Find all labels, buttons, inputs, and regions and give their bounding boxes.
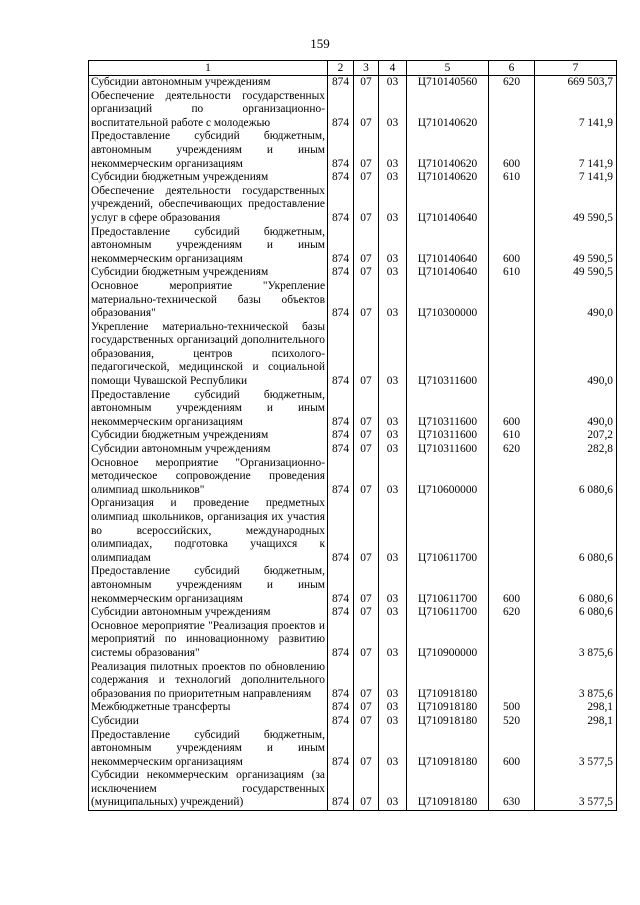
- row-target-code: Ц710311600: [407, 321, 489, 389]
- table-row: [89, 715, 617, 729]
- row-target-code: Ц710140640: [407, 266, 489, 280]
- table-row: [89, 729, 617, 770]
- row-target-code: Ц710918180: [407, 729, 489, 770]
- row-amount: 3 875,6: [535, 620, 617, 661]
- table-header: [89, 61, 617, 76]
- row-expense-type-code: 610: [489, 171, 535, 185]
- row-amount: 490,0: [535, 389, 617, 430]
- row-subsection-code: 03: [379, 185, 407, 226]
- row-section-code: 07: [354, 661, 379, 702]
- row-ministry-code: 874: [328, 701, 354, 715]
- row-expense-type-code: 600: [489, 729, 535, 770]
- header-col-2: 2: [328, 61, 354, 76]
- row-ministry-code: 874: [328, 130, 354, 171]
- row-expense-type-code: 610: [489, 429, 535, 443]
- row-expense-type-code: 630: [489, 769, 535, 810]
- row-section-code: 07: [354, 130, 379, 171]
- header-col-7: 7: [535, 61, 617, 76]
- row-expense-type-code: [489, 497, 535, 565]
- row-expense-type-code: 600: [489, 565, 535, 606]
- row-expense-type-code: [489, 321, 535, 389]
- row-amount: 7 141,9: [535, 130, 617, 171]
- row-ministry-code: 874: [328, 729, 354, 770]
- row-subsection-code: 03: [379, 130, 407, 171]
- row-ministry-code: 874: [328, 715, 354, 729]
- row-target-code: Ц710311600: [407, 443, 489, 457]
- table-row: [89, 701, 617, 715]
- row-ministry-code: 874: [328, 565, 354, 606]
- row-amount: 7 141,9: [535, 171, 617, 185]
- row-section-code: 07: [354, 729, 379, 770]
- row-name: Предоставление субсидий бюджетным, автономным учреждениям и иным некоммерческим организациям: [89, 130, 328, 171]
- row-name: Обеспечение деятельности государственных организаций по организационно-воспитательной работе с молодежью: [89, 90, 328, 131]
- row-ministry-code: 874: [328, 90, 354, 131]
- row-target-code: Ц710140560: [407, 76, 489, 90]
- row-subsection-code: 03: [379, 729, 407, 770]
- row-target-code: Ц710140640: [407, 185, 489, 226]
- row-name: Предоставление субсидий бюджетным, автономным учреждениям и иным некоммерческим организациям: [89, 729, 328, 770]
- table-row: [89, 620, 617, 661]
- row-expense-type-code: 600: [489, 389, 535, 430]
- row-name: Субсидии некоммерческим организациям (за исключением государственных (муниципальных) учреждений): [89, 769, 328, 810]
- table-row: [89, 171, 617, 185]
- row-section-code: 07: [354, 266, 379, 280]
- table-row: [89, 389, 617, 430]
- header-col-5: 5: [407, 61, 489, 76]
- row-amount: 3 875,6: [535, 661, 617, 702]
- row-ministry-code: 874: [328, 429, 354, 443]
- row-expense-type-code: 600: [489, 130, 535, 171]
- row-target-code: Ц710918180: [407, 701, 489, 715]
- row-amount: 490,0: [535, 321, 617, 389]
- row-name: Реализация пилотных проектов по обновлению содержания и технологий дополнительного образования по приоритетным направлениям: [89, 661, 328, 702]
- row-subsection-code: 03: [379, 266, 407, 280]
- row-ministry-code: 874: [328, 457, 354, 498]
- row-amount: 298,1: [535, 701, 617, 715]
- row-amount: 7 141,9: [535, 90, 617, 131]
- row-subsection-code: 03: [379, 715, 407, 729]
- row-section-code: 07: [354, 457, 379, 498]
- row-target-code: Ц710311600: [407, 389, 489, 430]
- row-expense-type-code: 620: [489, 76, 535, 90]
- row-name: Обеспечение деятельности государственных учреждений, обеспечивающих предоставление услуг в сфере образования: [89, 185, 328, 226]
- table-row: [89, 76, 617, 90]
- row-subsection-code: 03: [379, 620, 407, 661]
- row-name: Основное мероприятие "Реализация проектов и мероприятий по инновационному развитию системы образования": [89, 620, 328, 661]
- row-target-code: Ц710140620: [407, 130, 489, 171]
- row-ministry-code: 874: [328, 389, 354, 430]
- table-row: [89, 90, 617, 131]
- row-section-code: 07: [354, 769, 379, 810]
- row-section-code: 07: [354, 226, 379, 267]
- row-expense-type-code: [489, 661, 535, 702]
- row-section-code: 07: [354, 443, 379, 457]
- row-amount: 490,0: [535, 280, 617, 321]
- row-expense-type-code: [489, 280, 535, 321]
- row-section-code: 07: [354, 606, 379, 620]
- row-subsection-code: 03: [379, 90, 407, 131]
- header-col-4: 4: [379, 61, 407, 76]
- table-row: [89, 185, 617, 226]
- row-name: Предоставление субсидий бюджетным, автономным учреждениям и иным некоммерческим организациям: [89, 226, 328, 267]
- row-section-code: 07: [354, 565, 379, 606]
- row-name: Субсидии автономным учреждениям: [89, 76, 328, 90]
- row-section-code: 07: [354, 701, 379, 715]
- row-ministry-code: 874: [328, 443, 354, 457]
- row-subsection-code: 03: [379, 429, 407, 443]
- row-ministry-code: 874: [328, 76, 354, 90]
- table-row: [89, 769, 617, 810]
- row-subsection-code: 03: [379, 497, 407, 565]
- table-row: [89, 606, 617, 620]
- row-expense-type-code: 620: [489, 443, 535, 457]
- page-number: 159: [310, 36, 330, 51]
- row-subsection-code: 03: [379, 443, 407, 457]
- header-col-6: 6: [489, 61, 535, 76]
- row-ministry-code: 874: [328, 266, 354, 280]
- row-amount: 3 577,5: [535, 769, 617, 810]
- row-expense-type-code: [489, 457, 535, 498]
- row-ministry-code: 874: [328, 226, 354, 267]
- row-amount: 49 590,5: [535, 185, 617, 226]
- row-expense-type-code: 520: [489, 715, 535, 729]
- row-subsection-code: 03: [379, 321, 407, 389]
- row-expense-type-code: 500: [489, 701, 535, 715]
- row-amount: 282,8: [535, 443, 617, 457]
- row-expense-type-code: 600: [489, 226, 535, 267]
- row-amount: 6 080,6: [535, 606, 617, 620]
- row-amount: 298,1: [535, 715, 617, 729]
- row-section-code: 07: [354, 497, 379, 565]
- row-target-code: Ц710311600: [407, 429, 489, 443]
- row-subsection-code: 03: [379, 457, 407, 498]
- row-section-code: 07: [354, 389, 379, 430]
- row-expense-type-code: 620: [489, 606, 535, 620]
- row-expense-type-code: [489, 620, 535, 661]
- row-amount: 49 590,5: [535, 226, 617, 267]
- row-ministry-code: 874: [328, 620, 354, 661]
- table-body: [89, 76, 617, 811]
- row-name: Организация и проведение предметных олимпиад школьников, организация их участия во всероссийских, международных олимпиадах, подготовка учащихся к олимпиадам: [89, 497, 328, 565]
- row-name: Укрепление материально-технической базы государственных организаций дополнительного образования, центров психолого-педагогической, медицинской и социальной помощи Чувашской Республики: [89, 321, 328, 389]
- row-target-code: Ц710918180: [407, 769, 489, 810]
- table-row: [89, 661, 617, 702]
- row-amount: 669 503,7: [535, 76, 617, 90]
- header-col-3: 3: [354, 61, 379, 76]
- table-row: [89, 457, 617, 498]
- header-col-1: 1: [89, 61, 328, 76]
- row-name: Предоставление субсидий бюджетным, автономным учреждениям и иным некоммерческим организациям: [89, 389, 328, 430]
- budget-table: [88, 60, 617, 811]
- table-row: [89, 130, 617, 171]
- row-section-code: 07: [354, 429, 379, 443]
- row-name: Межбюджетные трансферты: [89, 701, 328, 715]
- row-target-code: Ц710611700: [407, 565, 489, 606]
- row-subsection-code: 03: [379, 226, 407, 267]
- row-target-code: Ц710918180: [407, 661, 489, 702]
- row-name: Субсидии бюджетным учреждениям: [89, 171, 328, 185]
- row-section-code: 07: [354, 321, 379, 389]
- row-subsection-code: 03: [379, 389, 407, 430]
- row-subsection-code: 03: [379, 701, 407, 715]
- row-amount: 3 577,5: [535, 729, 617, 770]
- row-amount: 49 590,5: [535, 266, 617, 280]
- row-subsection-code: 03: [379, 280, 407, 321]
- row-subsection-code: 03: [379, 661, 407, 702]
- row-name: Предоставление субсидий бюджетным, автономным учреждениям и иным некоммерческим организациям: [89, 565, 328, 606]
- row-amount: 6 080,6: [535, 565, 617, 606]
- row-section-code: 07: [354, 76, 379, 90]
- row-amount: 207,2: [535, 429, 617, 443]
- row-subsection-code: 03: [379, 769, 407, 810]
- row-expense-type-code: [489, 90, 535, 131]
- row-section-code: 07: [354, 280, 379, 321]
- row-target-code: Ц710600000: [407, 457, 489, 498]
- row-target-code: Ц710140620: [407, 90, 489, 131]
- row-target-code: Ц710918180: [407, 715, 489, 729]
- row-ministry-code: 874: [328, 606, 354, 620]
- row-ministry-code: 874: [328, 661, 354, 702]
- row-name: Субсидии: [89, 715, 328, 729]
- row-name: Субсидии бюджетным учреждениям: [89, 266, 328, 280]
- row-target-code: Ц710611700: [407, 606, 489, 620]
- table-row: [89, 321, 617, 389]
- row-section-code: 07: [354, 171, 379, 185]
- row-name: Субсидии бюджетным учреждениям: [89, 429, 328, 443]
- row-subsection-code: 03: [379, 606, 407, 620]
- row-ministry-code: 874: [328, 171, 354, 185]
- row-section-code: 07: [354, 185, 379, 226]
- row-target-code: Ц710140640: [407, 226, 489, 267]
- row-ministry-code: 874: [328, 497, 354, 565]
- row-section-code: 07: [354, 715, 379, 729]
- row-subsection-code: 03: [379, 565, 407, 606]
- table-row: [89, 280, 617, 321]
- table-row: [89, 497, 617, 565]
- header-row: [89, 61, 617, 76]
- table-row: [89, 266, 617, 280]
- row-target-code: Ц710611700: [407, 497, 489, 565]
- row-subsection-code: 03: [379, 171, 407, 185]
- row-section-code: 07: [354, 90, 379, 131]
- row-name: Основное мероприятие "Организационно-методическое сопровождение проведения олимпиад школьников": [89, 457, 328, 498]
- row-target-code: Ц710140620: [407, 171, 489, 185]
- row-target-code: Ц710900000: [407, 620, 489, 661]
- row-expense-type-code: [489, 185, 535, 226]
- row-ministry-code: 874: [328, 185, 354, 226]
- table-row: [89, 429, 617, 443]
- row-name: Субсидии автономным учреждениям: [89, 443, 328, 457]
- row-ministry-code: 874: [328, 321, 354, 389]
- table-row: [89, 226, 617, 267]
- row-amount: 6 080,6: [535, 457, 617, 498]
- row-target-code: Ц710300000: [407, 280, 489, 321]
- table-row: [89, 443, 617, 457]
- row-subsection-code: 03: [379, 76, 407, 90]
- row-name: Субсидии автономным учреждениям: [89, 606, 328, 620]
- row-ministry-code: 874: [328, 280, 354, 321]
- row-section-code: 07: [354, 620, 379, 661]
- row-expense-type-code: 610: [489, 266, 535, 280]
- row-ministry-code: 874: [328, 769, 354, 810]
- row-name: Основное мероприятие "Укрепление материально-технической базы объектов образования": [89, 280, 328, 321]
- row-amount: 6 080,6: [535, 497, 617, 565]
- table-row: [89, 565, 617, 606]
